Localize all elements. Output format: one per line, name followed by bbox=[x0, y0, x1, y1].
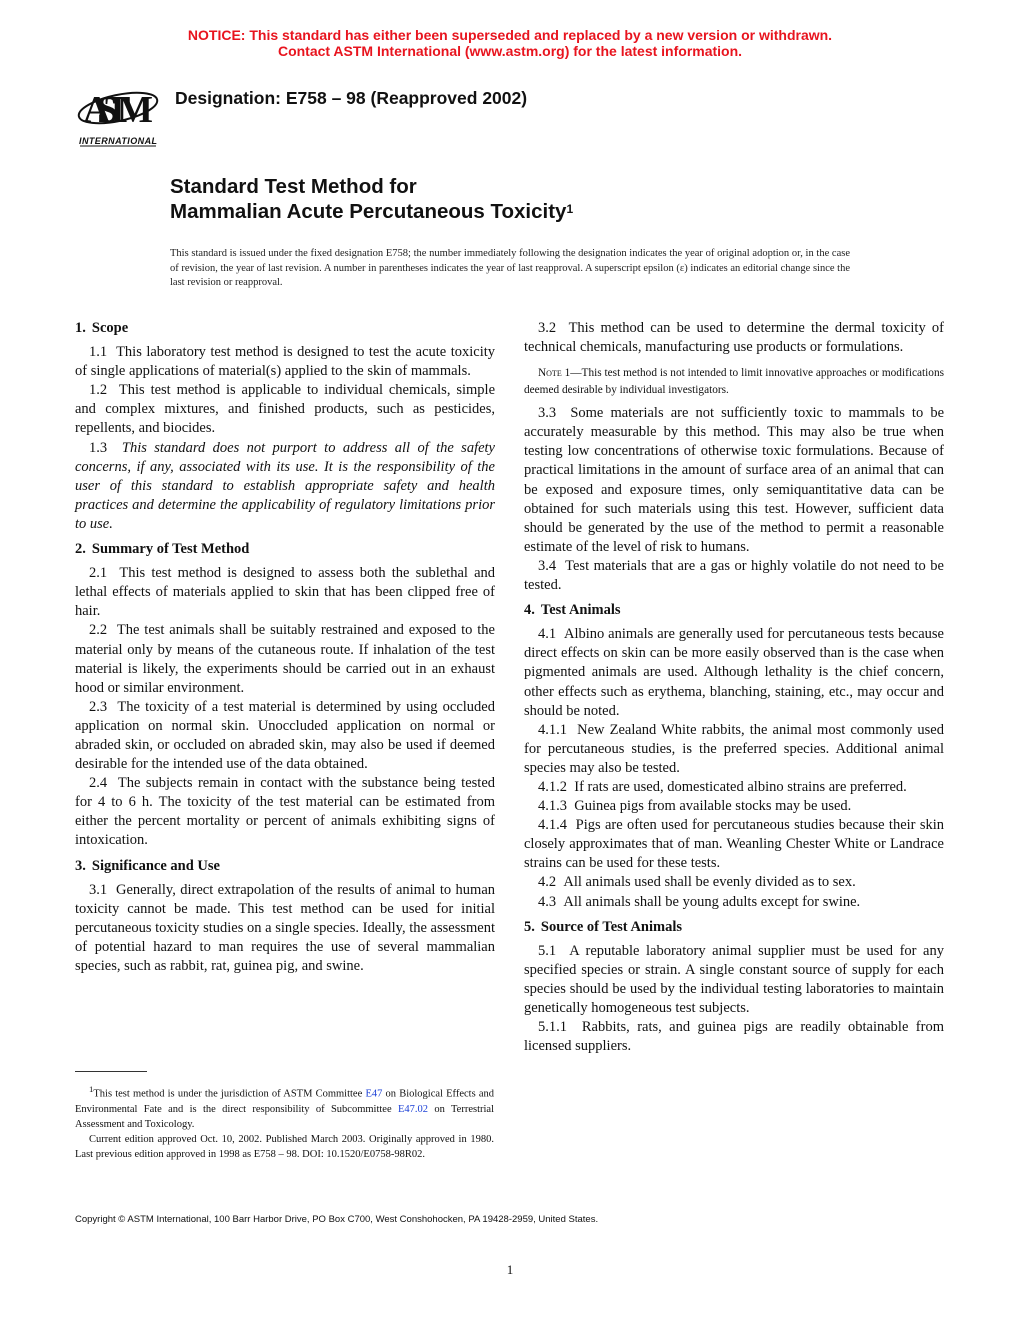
paragraph-text: The toxicity of a test material is determined by using occluded application on normal skin. Unoccluded application on normal or abraded skin, or occluded on abraded skin, may also be used if deemed desirable for the intended use of the data obtained. bbox=[75, 698, 495, 773]
astm-logo bbox=[76, 74, 160, 148]
paragraph-number: 1.2 bbox=[89, 382, 108, 399]
paragraph-number: 1.1 bbox=[89, 344, 108, 361]
paragraph-number: 4.1 bbox=[538, 626, 557, 643]
title-footnote-mark: 1 bbox=[566, 202, 574, 216]
paragraph-text: New Zealand White rabbits, the animal most commonly used for percutaneous studies, is the preferred species. Additional animal species may also be tested. bbox=[524, 721, 944, 776]
supersession-notice bbox=[0, 27, 1020, 59]
paragraph bbox=[75, 381, 495, 438]
paragraph bbox=[75, 439, 495, 534]
paragraph bbox=[524, 557, 944, 595]
section-number: 4. bbox=[524, 602, 535, 619]
paragraph bbox=[75, 774, 495, 850]
paragraph-text: Test materials that are a gas or highly volatile do not need to be tested. bbox=[524, 557, 944, 594]
section-heading bbox=[75, 540, 495, 559]
paragraph bbox=[75, 698, 495, 774]
paragraph bbox=[524, 625, 944, 720]
paragraph-text: This laboratory test method is designed to test the acute toxicity of single applications of material(s) applied to the skin of mammals. bbox=[75, 344, 496, 380]
paragraph-text: All animals used shall be evenly divided as to sex. bbox=[563, 874, 856, 891]
left-column bbox=[75, 319, 495, 976]
paragraph-text: The test animals shall be suitably restrained and exposed to the material only by means of the cutaneous route. If inhalation of the test material is likely, the experiments should be carried out in an exhaust hood or similar environment. bbox=[75, 622, 495, 696]
section-title: Scope bbox=[91, 320, 129, 336]
subcommittee-link[interactable]: E47.02 bbox=[397, 1103, 429, 1115]
copyright: Copyright © ASTM International, 100 Barr Harbor Drive, PO Box C700, West Conshohocken, PA 19428-2959, United States. bbox=[75, 1214, 599, 1225]
section-heading bbox=[75, 857, 495, 876]
paragraph bbox=[524, 721, 944, 778]
footnote-rule bbox=[75, 1071, 147, 1072]
paragraph-number: 4.1.3 bbox=[538, 798, 567, 815]
paragraph-number: 3.1 bbox=[89, 881, 108, 898]
designation: Designation: E758 – 98 (Reapproved 2002) bbox=[175, 88, 528, 108]
paragraph bbox=[524, 942, 944, 1018]
note-text: —This test method is not intended to limit innovative approaches or modifications deemed desirable by individual investigators. bbox=[524, 367, 944, 396]
paragraph-number: 2.4 bbox=[89, 775, 108, 792]
section-heading bbox=[75, 319, 495, 338]
title-line-1: Standard Test Method for bbox=[170, 175, 417, 198]
footnote-text: on Terrestrial Assessment and Toxicology. bbox=[75, 1103, 494, 1130]
section-title: Significance and Use bbox=[91, 857, 220, 874]
paragraph-number: 3.2 bbox=[538, 320, 557, 336]
paragraph-text: This test method is designed to assess both the sublethal and lethal effects of materials applied to skin that has been clipped free of hair. bbox=[75, 565, 496, 620]
section-title: Test Animals bbox=[540, 602, 621, 619]
paragraph bbox=[524, 319, 944, 357]
paragraph-text: This standard does not purport to address all of the safety concerns, if any, associated with its use. It is the responsibility of the user of this standard to establish appropriate safety and health practices and determine the applicability of regulatory limitations prior to use. bbox=[75, 439, 495, 532]
right-column bbox=[524, 319, 944, 1056]
svg-text:ASTM: ASTM bbox=[83, 89, 153, 131]
paragraph bbox=[75, 621, 495, 697]
paragraph-number: 4.3 bbox=[538, 893, 557, 910]
page-number: 1 bbox=[506, 1262, 514, 1277]
paragraph bbox=[524, 873, 944, 892]
title-line-2 bbox=[170, 199, 573, 224]
document-title bbox=[170, 174, 573, 224]
paragraph bbox=[75, 564, 495, 621]
section-heading bbox=[524, 918, 944, 937]
section-title: Summary of Test Method bbox=[91, 541, 250, 558]
paragraph bbox=[524, 1018, 944, 1056]
paragraph-number: 3.4 bbox=[538, 557, 557, 574]
paragraph-text: Some materials are not sufficiently toxic to mammals to be accurately measurable by this method. This may also be true when testing low concentrations of otherwise toxic formulations. Because of practical limitations in the amount of surface area of an animal that can be exposed and exposure times, only semiquantitative data can be obtained for such materials using this test. However, sufficient data should be generated by the use of the method to permit a reasonable estimate of the level of risk to humans. bbox=[524, 405, 944, 555]
paragraph-number: 3.3 bbox=[538, 405, 557, 422]
notice-line-1: NOTICE: This standard has either been superseded and replaced by a new version or withdrawn. bbox=[187, 27, 833, 43]
paragraph-text: This method can be used to determine the dermal toxicity of technical chemicals, manufacturing use products or formulations. bbox=[524, 320, 944, 356]
title-text: Mammalian Acute Percutaneous Toxicity bbox=[170, 200, 567, 223]
paragraph bbox=[524, 778, 944, 797]
section-number: 5. bbox=[524, 918, 535, 935]
committee-link[interactable]: E47 bbox=[365, 1088, 383, 1100]
paragraph bbox=[524, 797, 944, 816]
paragraph-number: 4.1.1 bbox=[538, 721, 567, 738]
issuance-statement: This standard is issued under the fixed designation E758; the number immediately following the designation indicates the year of original adoption or, in the case of revision, the year of last revision. A number in parentheses indicates the year of last reapproval. A superscript epsilon (ε) indicates an editorial change since the last revision or reapproval. bbox=[170, 248, 850, 288]
paragraph-text: The subjects remain in contact with the substance being tested for 4 to 6 h. The toxicity of the test material can be estimated from either the percent mortality or percent of animals exhibiting signs of intoxication. bbox=[75, 775, 496, 849]
paragraph-number: 2.2 bbox=[89, 622, 108, 639]
paragraph-text: Rabbits, rats, and guinea pigs are readily obtainable from licensed suppliers. bbox=[524, 1019, 944, 1055]
footnote-mark: 1 bbox=[89, 1084, 94, 1094]
paragraph-text: Generally, direct extrapolation of the results of animal to human toxicity cannot be made. This test method can be used for initial percutaneous toxicity studies on a single species. Ideally, the assessment of potential hazard to man requires the use of several mammalian species, such as rabbit, rat, guinea pig, and swine. bbox=[75, 881, 495, 974]
paragraph-text: This test method is applicable to individual chemicals, simple and complex mixtures, and finished products, such as pesticides, repellents, and biocides. bbox=[75, 382, 496, 437]
paragraph-text: A reputable laboratory animal supplier must be used for any specified species or strain. A single constant source of supply for each species should be used by the individual testing laboratories to maintain genetically homogeneous test subjects. bbox=[524, 942, 944, 1016]
section-number: 3. bbox=[75, 857, 86, 874]
paragraph-number: 4.1.4 bbox=[538, 817, 567, 834]
section-number: 2. bbox=[75, 541, 86, 558]
notice-line-2: Contact ASTM International (www.astm.org) for the latest information. bbox=[277, 43, 743, 59]
paragraph-number: 5.1 bbox=[538, 942, 557, 959]
paragraph-text: Guinea pigs from available stocks may be used. bbox=[574, 798, 852, 815]
section-number: 1. bbox=[75, 320, 86, 336]
section-heading bbox=[524, 601, 944, 620]
note-label: Note 1 bbox=[538, 367, 571, 380]
paragraph bbox=[524, 404, 944, 557]
footnote bbox=[75, 1082, 494, 1162]
section-title: Source of Test Animals bbox=[540, 918, 683, 935]
paragraph-number: 4.2 bbox=[538, 874, 557, 891]
paragraph bbox=[524, 816, 944, 873]
paragraph-text: All animals shall be young adults except for swine. bbox=[563, 893, 861, 910]
paragraph-text: Pigs are often used for percutaneous studies because their skin closely approximates that of man. Weanling Chester White or Landrace strains can be used for these tests. bbox=[524, 817, 945, 872]
paragraph bbox=[75, 881, 495, 976]
paragraph-text: If rats are used, domesticated albino strains are preferred. bbox=[574, 778, 907, 795]
svg-text:INTERNATIONAL: INTERNATIONAL bbox=[79, 136, 157, 146]
edition-info: Current edition approved Oct. 10, 2002. Published March 2003. Originally approved in 1980. Last previous edition approved in 1998 as E758 – 98. DOI: 10.1520/E0758-98R02. bbox=[75, 1133, 494, 1160]
paragraph-number: 2.1 bbox=[89, 565, 108, 582]
paragraph bbox=[524, 893, 944, 912]
paragraph-number: 2.3 bbox=[89, 698, 108, 715]
paragraph-text: Albino animals are generally used for percutaneous tests because direct effects on skin can be more easily observed than is the case when pigmented animals are used. Although lethality is the chief concern, other effects such as erythema, blanching, staining, etc., may occur and should be noted. bbox=[524, 626, 944, 719]
paragraph-number: 4.1.2 bbox=[538, 778, 567, 795]
note-1 bbox=[524, 365, 944, 398]
paragraph-number: 5.1.1 bbox=[538, 1019, 567, 1036]
paragraph bbox=[75, 343, 495, 381]
footnote-text: on Biological Effects and Environmental Fate and is the direct responsibility of Subcommittee bbox=[75, 1088, 495, 1115]
paragraph-number: 1.3 bbox=[89, 439, 108, 456]
footnote-text: This test method is under the jurisdiction of ASTM Committee bbox=[93, 1088, 366, 1100]
